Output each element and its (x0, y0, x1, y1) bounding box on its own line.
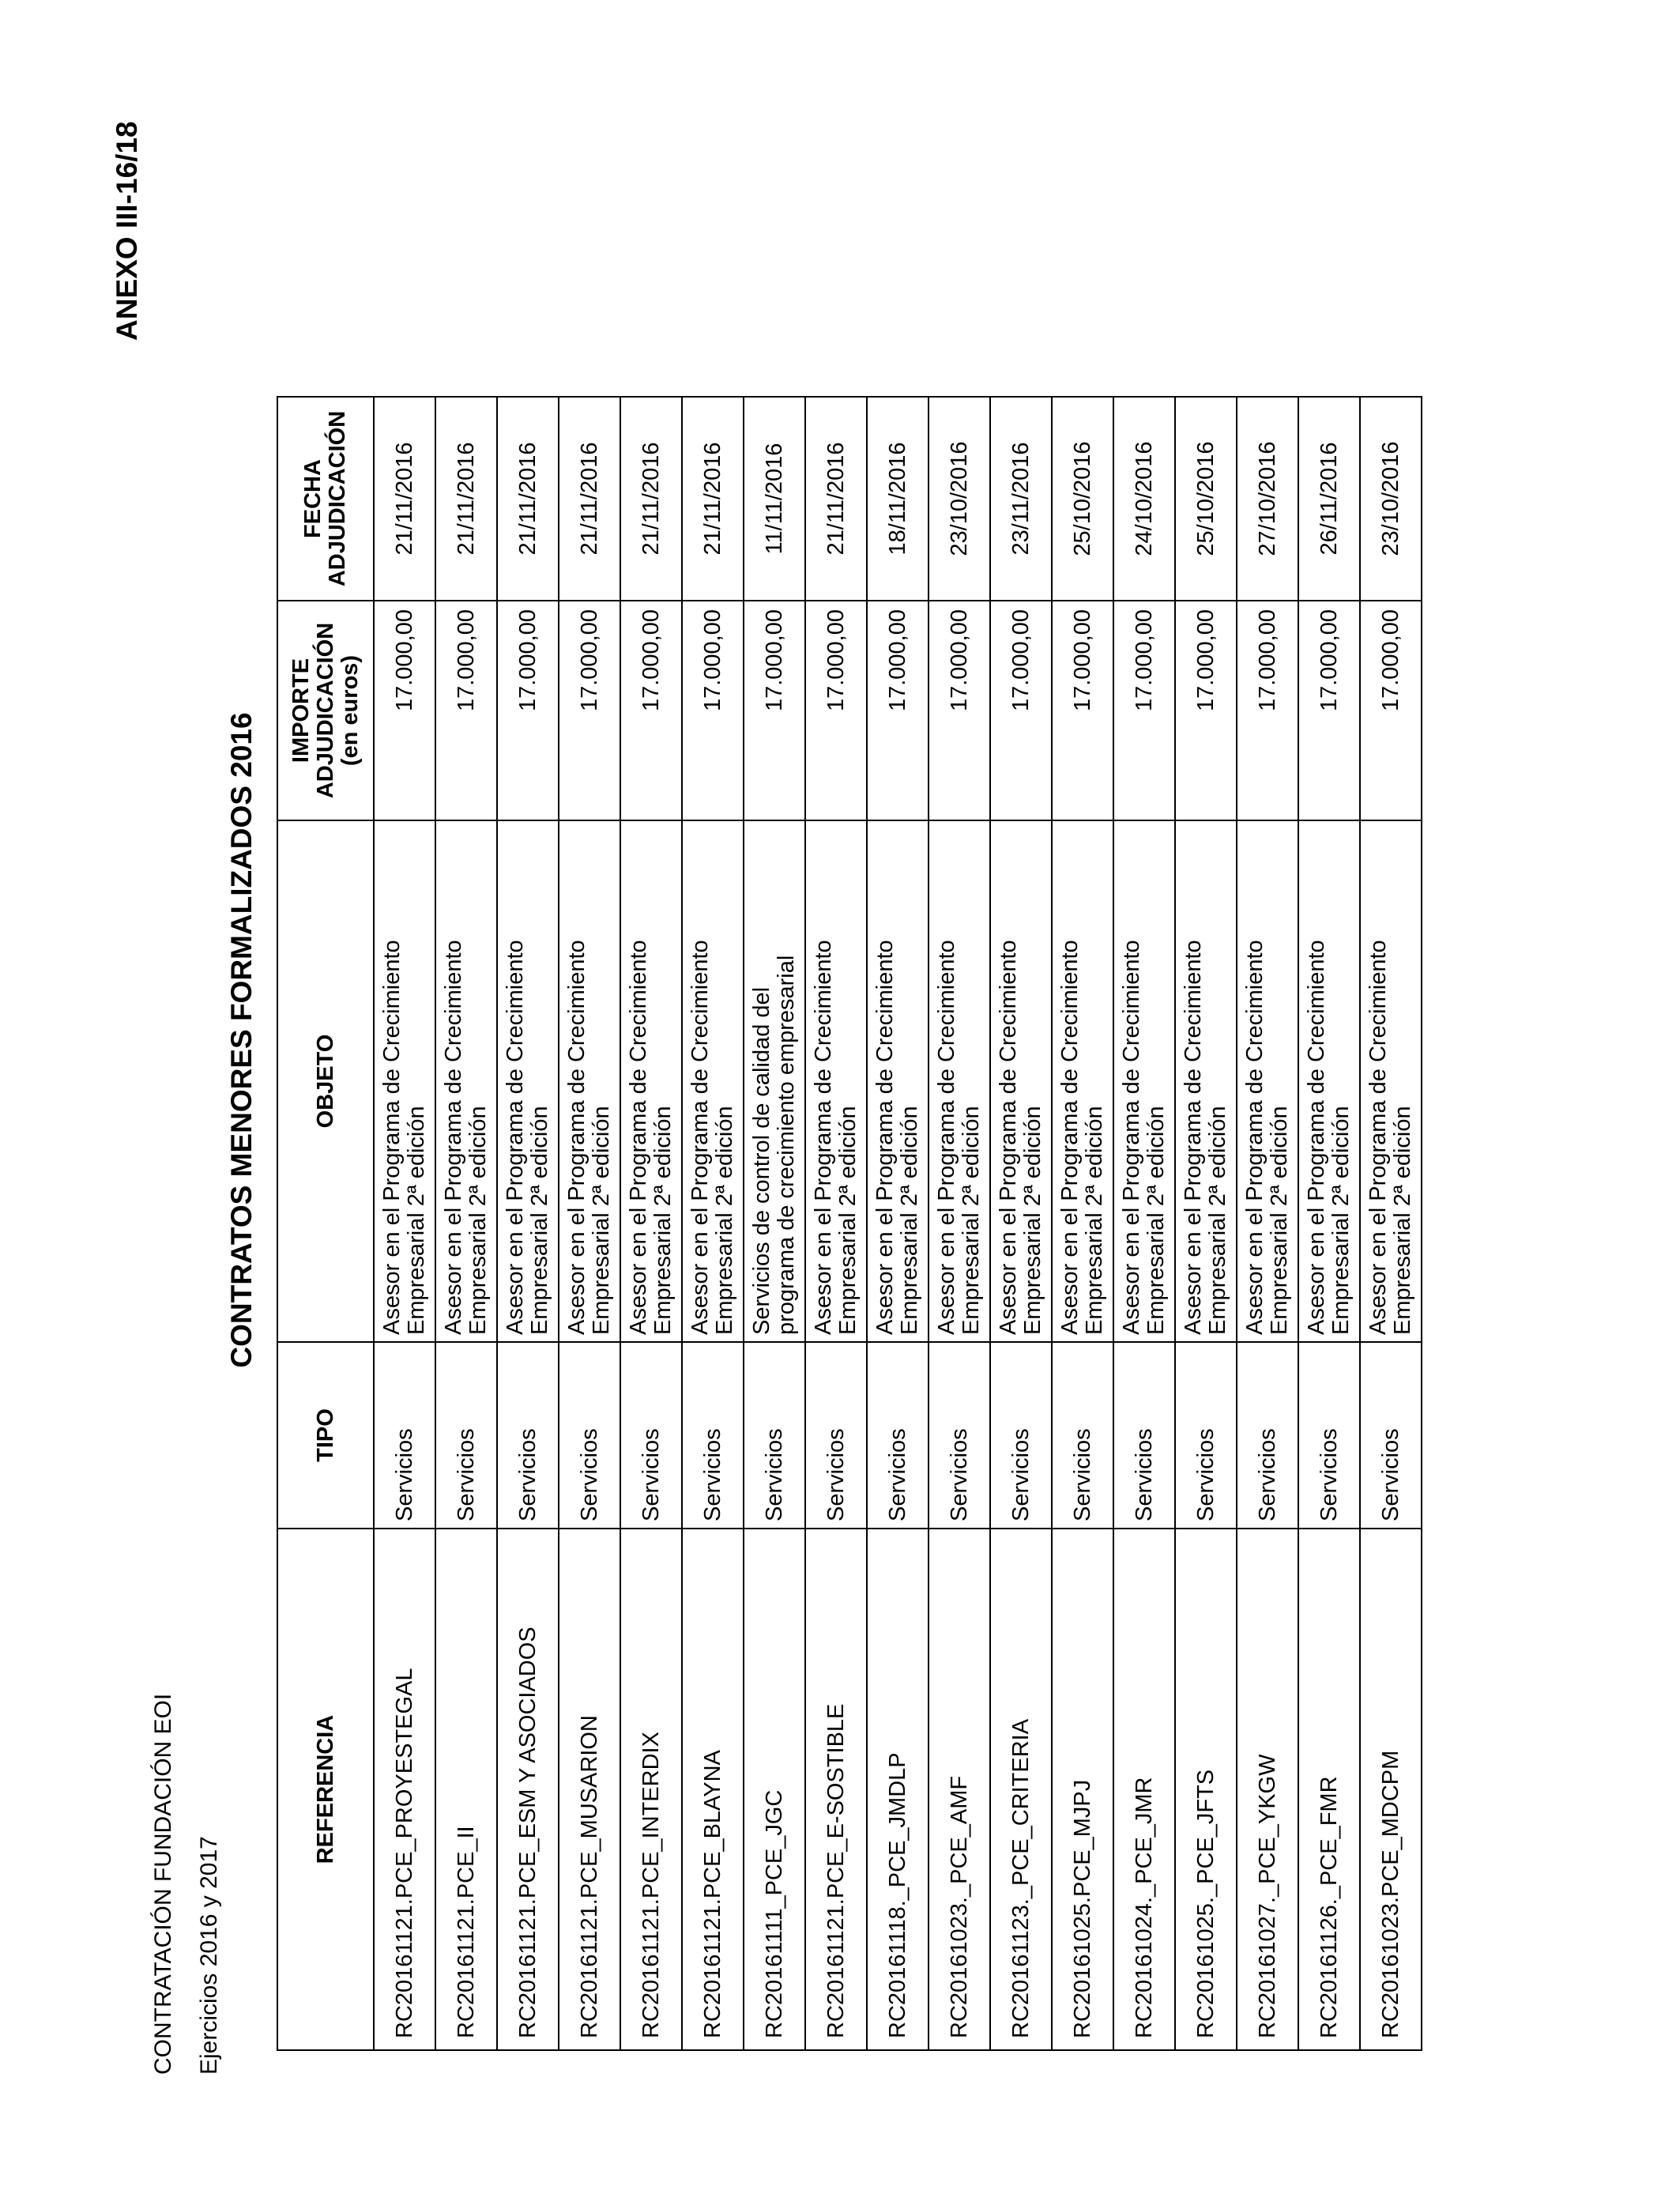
cell-importe: 17.000,00 (559, 601, 620, 820)
col-tipo: TIPO (277, 1342, 374, 1529)
cell-referencia: RC20161027._PCE_YKGW (1237, 1529, 1298, 2050)
cell-objeto (744, 820, 805, 1342)
cell-fecha: 24/10/2016 (1113, 397, 1175, 601)
cell-importe: 17.000,00 (620, 601, 682, 820)
objeto-line2: Empresarial 2ª edición (1082, 1106, 1107, 1335)
cell-importe: 17.000,00 (435, 601, 497, 820)
cell-fecha: 21/11/2016 (374, 397, 435, 601)
cell-tipo: Servicios (374, 1342, 435, 1529)
objeto-line2: Empresarial 2ª edición (712, 1106, 737, 1335)
cell-tipo: Servicios (1175, 1342, 1237, 1529)
table-row (1052, 397, 1113, 2050)
cell-referencia: RC20161121.PCE_II (435, 1529, 497, 2050)
objeto-line1: Asesor en el Programa de Crecimiento (687, 940, 713, 1335)
cell-objeto (1360, 820, 1422, 1342)
col-fecha (277, 397, 374, 601)
cell-tipo: Servicios (435, 1342, 497, 1529)
table-row (1237, 397, 1298, 2050)
objeto-line1: Asesor en el Programa de Crecimiento (564, 940, 590, 1335)
cell-importe: 17.000,00 (497, 601, 559, 820)
cell-fecha: 23/11/2016 (990, 397, 1052, 601)
cell-referencia: RC20161121.PCE_BLAYNA (682, 1529, 744, 2050)
objeto-line1: Asesor en el Programa de Crecimiento (503, 940, 528, 1335)
table-row (1360, 397, 1422, 2050)
cell-objeto (1052, 820, 1113, 1342)
organization-name: CONTRATACIÓN FUNDACIÓN EOI (150, 1693, 176, 2075)
cell-importe: 17.000,00 (1298, 601, 1360, 820)
objeto-line1: Asesor en el Programa de Crecimiento (1304, 940, 1329, 1335)
cell-importe: 17.000,00 (990, 601, 1052, 820)
objeto-line1: Asesor en el Programa de Crecimiento (996, 940, 1021, 1335)
objeto-line2: Empresarial 2ª edición (650, 1106, 676, 1335)
cell-fecha: 25/10/2016 (1175, 397, 1237, 601)
table-row (867, 397, 929, 2050)
cell-importe: 17.000,00 (1113, 601, 1175, 820)
cell-objeto (1298, 820, 1360, 1342)
col-fecha-line1: FECHA (300, 459, 326, 538)
table-row (435, 397, 497, 2050)
cell-referencia: RC20161121.PCE_PROYESTEGAL (374, 1529, 435, 2050)
table-row (990, 397, 1052, 2050)
cell-referencia: RC20161025._PCE_JFTS (1175, 1529, 1237, 2050)
cell-referencia: RC20161121.PCE_INTERDIX (620, 1529, 682, 2050)
cell-fecha: 21/11/2016 (435, 397, 497, 601)
cell-referencia: RC20161121.PCE_ESM Y ASOCIADOS (497, 1529, 559, 2050)
cell-objeto (559, 820, 620, 1342)
cell-tipo: Servicios (559, 1342, 620, 1529)
cell-tipo: Servicios (929, 1342, 990, 1529)
cell-objeto (929, 820, 990, 1342)
objeto-line1: Asesor en el Programa de Crecimiento (626, 940, 651, 1335)
cell-tipo: Servicios (682, 1342, 744, 1529)
objeto-line1: Asesor en el Programa de Crecimiento (441, 940, 466, 1335)
cell-referencia: RC20161121.PCE_E-SOSTIBLE (805, 1529, 867, 2050)
table-row (497, 397, 559, 2050)
table-row (559, 397, 620, 2050)
cell-importe: 17.000,00 (1360, 601, 1422, 820)
cell-fecha: 25/10/2016 (1052, 397, 1113, 601)
table-row (682, 397, 744, 2050)
cell-referencia: RC20161024._PCE_JMR (1113, 1529, 1175, 2050)
cell-referencia: RC20161126._PCE_FMR (1298, 1529, 1360, 2050)
col-fecha-line2: ADJUDICACIÓN (325, 410, 350, 587)
col-referencia: REFERENCIA (277, 1529, 374, 2050)
cell-importe: 17.000,00 (682, 601, 744, 820)
cell-objeto (990, 820, 1052, 1342)
cell-fecha: 21/11/2016 (620, 397, 682, 601)
objeto-line2: Empresarial 2ª edición (1020, 1106, 1045, 1335)
cell-tipo: Servicios (990, 1342, 1052, 1529)
col-importe-line2: ADJUDICACIÓN (312, 622, 338, 799)
col-importe (277, 601, 374, 820)
objeto-line2: Empresarial 2ª edición (527, 1106, 552, 1335)
objeto-line2: Empresarial 2ª edición (465, 1106, 491, 1335)
cell-fecha: 27/10/2016 (1237, 397, 1298, 601)
objeto-line1: Asesor en el Programa de Crecimiento (1365, 940, 1391, 1335)
cell-objeto (682, 820, 744, 1342)
cell-referencia: RC20161121.PCE_MUSARION (559, 1529, 620, 2050)
cell-importe: 17.000,00 (1175, 601, 1237, 820)
table-row (929, 397, 990, 2050)
table-row (805, 397, 867, 2050)
objeto-line1: Asesor en el Programa de Crecimiento (1119, 940, 1144, 1335)
objeto-line2: Empresarial 2ª edición (1205, 1106, 1230, 1335)
objeto-line2: Empresarial 2ª edición (897, 1106, 922, 1335)
objeto-line1: Asesor en el Programa de Crecimiento (379, 940, 405, 1335)
cell-tipo: Servicios (1237, 1342, 1298, 1529)
cell-tipo: Servicios (1052, 1342, 1113, 1529)
table-header (277, 397, 374, 2050)
cell-fecha: 21/11/2016 (559, 397, 620, 601)
cell-tipo: Servicios (744, 1342, 805, 1529)
objeto-line2: Empresarial 2ª edición (1390, 1106, 1415, 1335)
cell-importe: 17.000,00 (867, 601, 929, 820)
col-importe-line3: (en euros) (337, 654, 363, 767)
cell-importe: 17.000,00 (805, 601, 867, 820)
objeto-line1: Asesor en el Programa de Crecimiento (1057, 940, 1083, 1335)
cell-importe: 17.000,00 (374, 601, 435, 820)
cell-tipo: Servicios (867, 1342, 929, 1529)
cell-tipo: Servicios (1298, 1342, 1360, 1529)
cell-fecha: 23/10/2016 (1360, 397, 1422, 601)
objeto-line1: Servicios de control de calidad del (749, 986, 774, 1335)
objeto-line2: Empresarial 2ª edición (835, 1106, 861, 1335)
cell-fecha: 26/11/2016 (1298, 397, 1360, 601)
table-body (374, 397, 1422, 2050)
table-row (620, 397, 682, 2050)
cell-tipo: Servicios (1113, 1342, 1175, 1529)
cell-importe: 17.000,00 (1237, 601, 1298, 820)
cell-importe: 17.000,00 (1052, 601, 1113, 820)
col-objeto: OBJETO (277, 820, 374, 1342)
cell-objeto (435, 820, 497, 1342)
page-title: CONTRATOS MENORES FORMALIZADOS 2016 (225, 712, 258, 1368)
cell-referencia: RC20161118._PCE_JMDLP (867, 1529, 929, 2050)
objeto-line2: Empresarial 2ª edición (1143, 1106, 1169, 1335)
cell-tipo: Servicios (497, 1342, 559, 1529)
cell-tipo: Servicios (620, 1342, 682, 1529)
cell-fecha: 23/10/2016 (929, 397, 990, 601)
contracts-table (277, 396, 1422, 2051)
fiscal-years: Ejercicios 2016 y 2017 (196, 1836, 222, 2075)
objeto-line1: Asesor en el Programa de Crecimiento (1181, 940, 1206, 1335)
cell-objeto (497, 820, 559, 1342)
objeto-line2: Empresarial 2ª edición (589, 1106, 614, 1335)
table-row (1113, 397, 1175, 2050)
objeto-line2: Empresarial 2ª edición (404, 1106, 429, 1335)
cell-objeto (620, 820, 682, 1342)
objeto-line1: Asesor en el Programa de Crecimiento (934, 940, 959, 1335)
objeto-line1: Asesor en el Programa de Crecimiento (1242, 940, 1268, 1335)
cell-referencia: RC20161111_PCE_JGC (744, 1529, 805, 2050)
header-row (277, 397, 374, 2050)
objeto-line1: Asesor en el Programa de Crecimiento (811, 940, 836, 1335)
cell-objeto (374, 820, 435, 1342)
cell-importe: 17.000,00 (744, 601, 805, 820)
table-row (744, 397, 805, 2050)
cell-referencia: RC20161025.PCE_MJPJ (1052, 1529, 1113, 2050)
objeto-line2: Empresarial 2ª edición (959, 1106, 984, 1335)
cell-objeto (1237, 820, 1298, 1342)
cell-tipo: Servicios (1360, 1342, 1422, 1529)
objeto-line1: Asesor en el Programa de Crecimiento (872, 940, 898, 1335)
cell-referencia: RC20161123._PCE_CRITERIA (990, 1529, 1052, 2050)
cell-objeto (1175, 820, 1237, 1342)
cell-objeto (867, 820, 929, 1342)
cell-objeto (1113, 820, 1175, 1342)
table-row (1175, 397, 1237, 2050)
col-importe-line1: IMPORTE (288, 658, 314, 763)
table-row (374, 397, 435, 2050)
cell-fecha: 11/11/2016 (744, 397, 805, 601)
annex-label: ANEXO III-16/18 (111, 121, 143, 341)
cell-tipo: Servicios (805, 1342, 867, 1529)
objeto-line2: Empresarial 2ª edición (1267, 1106, 1292, 1335)
cell-fecha: 18/11/2016 (867, 397, 929, 601)
objeto-line2: Empresarial 2ª edición (1328, 1106, 1354, 1335)
table-row (1298, 397, 1360, 2050)
cell-fecha: 21/11/2016 (497, 397, 559, 601)
cell-objeto (805, 820, 867, 1342)
cell-fecha: 21/11/2016 (682, 397, 744, 601)
objeto-line2: programa de crecimiento empresarial (774, 955, 799, 1335)
cell-importe: 17.000,00 (929, 601, 990, 820)
cell-referencia: RC20161023._PCE_AMF (929, 1529, 990, 2050)
cell-referencia: RC20161023.PCE_MDCPM (1360, 1529, 1422, 2050)
cell-fecha: 21/11/2016 (805, 397, 867, 601)
